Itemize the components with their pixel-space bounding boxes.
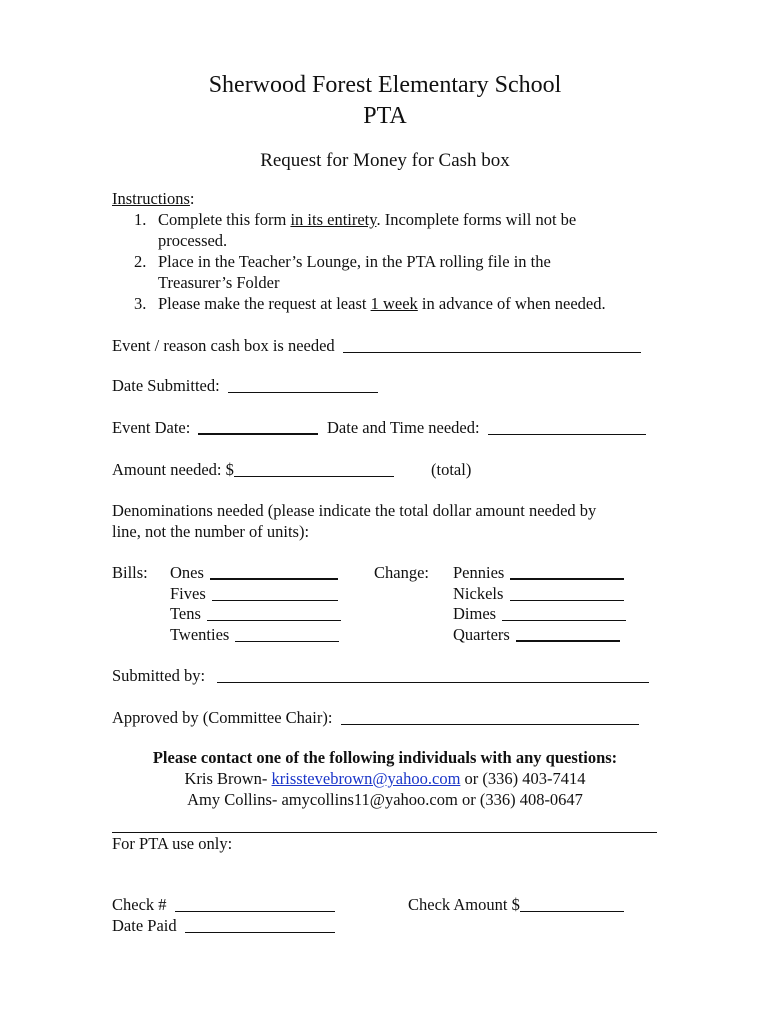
date-paid-line[interactable] [185, 931, 335, 933]
instruction-item-1-cont: processed. [158, 231, 228, 250]
instruction-item-1: Complete this form in its entirety. Incomplete forms will not be [158, 210, 577, 229]
date-paid-label: Date Paid [112, 916, 177, 935]
instruction-number: 3. [134, 294, 147, 313]
pta-use-heading: For PTA use only: [112, 834, 233, 853]
contact-heading: Please contact one of the following individuals with any questions: [152, 748, 618, 767]
change-pennies-field[interactable] [453, 565, 624, 582]
check-amount-line[interactable] [520, 910, 624, 912]
change-dimes-line[interactable] [502, 619, 626, 621]
change-pennies-label: Pennies [453, 563, 505, 582]
denominations-instructions: Denominations needed (please indicate the total dollar amount needed by [112, 501, 597, 520]
approved-by-line[interactable] [341, 723, 639, 725]
contact-person-1-phone: or (336) 403-7414 [460, 769, 586, 788]
date-time-needed-line[interactable] [488, 433, 646, 435]
change-nickels-field[interactable] [453, 586, 624, 603]
total-label: (total) [431, 460, 472, 479]
bill-fives-line[interactable] [212, 599, 338, 601]
bill-fives-label: Fives [170, 584, 206, 603]
change-dimes-field[interactable] [453, 606, 626, 623]
submitted-by-label: Submitted by: [112, 666, 206, 685]
change-pennies-line[interactable] [510, 577, 624, 580]
event-date-field[interactable] [112, 420, 318, 437]
event-date-line[interactable] [198, 432, 318, 435]
check-number-field[interactable] [112, 897, 335, 914]
bill-twenties-line[interactable] [235, 640, 339, 642]
amount-needed-line[interactable] [234, 475, 394, 477]
date-time-needed-label: Date and Time needed: [327, 418, 480, 437]
bill-twenties-field[interactable] [170, 627, 339, 644]
change-nickels-line[interactable] [510, 599, 624, 601]
submitted-by-line[interactable] [217, 681, 649, 683]
event-reason-field[interactable] [112, 338, 641, 355]
bill-tens-line[interactable] [207, 619, 341, 621]
instructions-heading: Instructions: [112, 189, 195, 208]
change-quarters-field[interactable] [453, 627, 620, 644]
event-reason-line[interactable] [343, 351, 641, 353]
bills-label: Bills: [112, 563, 148, 582]
date-submitted-label: Date Submitted: [112, 376, 220, 395]
contact-person-1-email-link[interactable]: krisstevebrown@yahoo.com [271, 769, 461, 788]
instruction-number: 2. [134, 252, 147, 271]
contact-person-2: Amy Collins- amycollins11@yahoo.com or (336) 408-0647 [187, 790, 583, 809]
amount-needed-field[interactable] [112, 462, 394, 479]
bill-ones-label: Ones [170, 563, 204, 582]
denominations-instructions-cont: line, not the number of units): [112, 522, 310, 541]
bill-tens-field[interactable] [170, 606, 341, 623]
check-number-line[interactable] [175, 910, 335, 912]
instruction-item-2-cont: Treasurer’s Folder [158, 273, 280, 292]
bill-ones-field[interactable] [170, 565, 338, 582]
submitted-by-field[interactable] [112, 668, 649, 685]
change-nickels-label: Nickels [453, 584, 504, 603]
instruction-item-2: Place in the Teacher’s Lounge, in the PTA rolling file in the [158, 252, 551, 271]
check-number-label: Check # [112, 895, 167, 914]
form-title: Request for Money for Cash box [260, 150, 510, 171]
approved-by-label: Approved by (Committee Chair): [112, 708, 333, 727]
date-paid-field[interactable] [112, 918, 335, 935]
school-name: Sherwood Forest Elementary School [208, 72, 562, 98]
contact-person-1-name: Kris Brown- [184, 769, 272, 788]
bill-ones-line[interactable] [210, 577, 338, 580]
bill-twenties-label: Twenties [170, 625, 230, 644]
amount-needed-label: Amount needed: $ [112, 460, 234, 479]
instruction-number: 1. [134, 210, 147, 229]
date-submitted-line[interactable] [228, 391, 378, 393]
change-quarters-line[interactable] [516, 639, 620, 642]
approved-by-field[interactable] [112, 710, 639, 727]
check-amount-field[interactable] [408, 897, 624, 914]
date-submitted-field[interactable] [112, 378, 378, 395]
event-reason-label: Event / reason cash box is needed [112, 336, 335, 355]
contact-person-1 [0, 771, 770, 788]
check-amount-label: Check Amount $ [408, 895, 520, 914]
change-quarters-label: Quarters [453, 625, 510, 644]
change-label: Change: [374, 563, 429, 582]
date-time-needed-field[interactable] [327, 420, 646, 437]
bill-fives-field[interactable] [170, 586, 338, 603]
bill-tens-label: Tens [170, 604, 201, 623]
org-name: PTA [363, 103, 407, 129]
change-dimes-label: Dimes [453, 604, 497, 623]
section-divider [112, 832, 657, 833]
instruction-item-3: Please make the request at least 1 week in advance of when needed. [158, 294, 606, 313]
event-date-label: Event Date: [112, 418, 191, 437]
